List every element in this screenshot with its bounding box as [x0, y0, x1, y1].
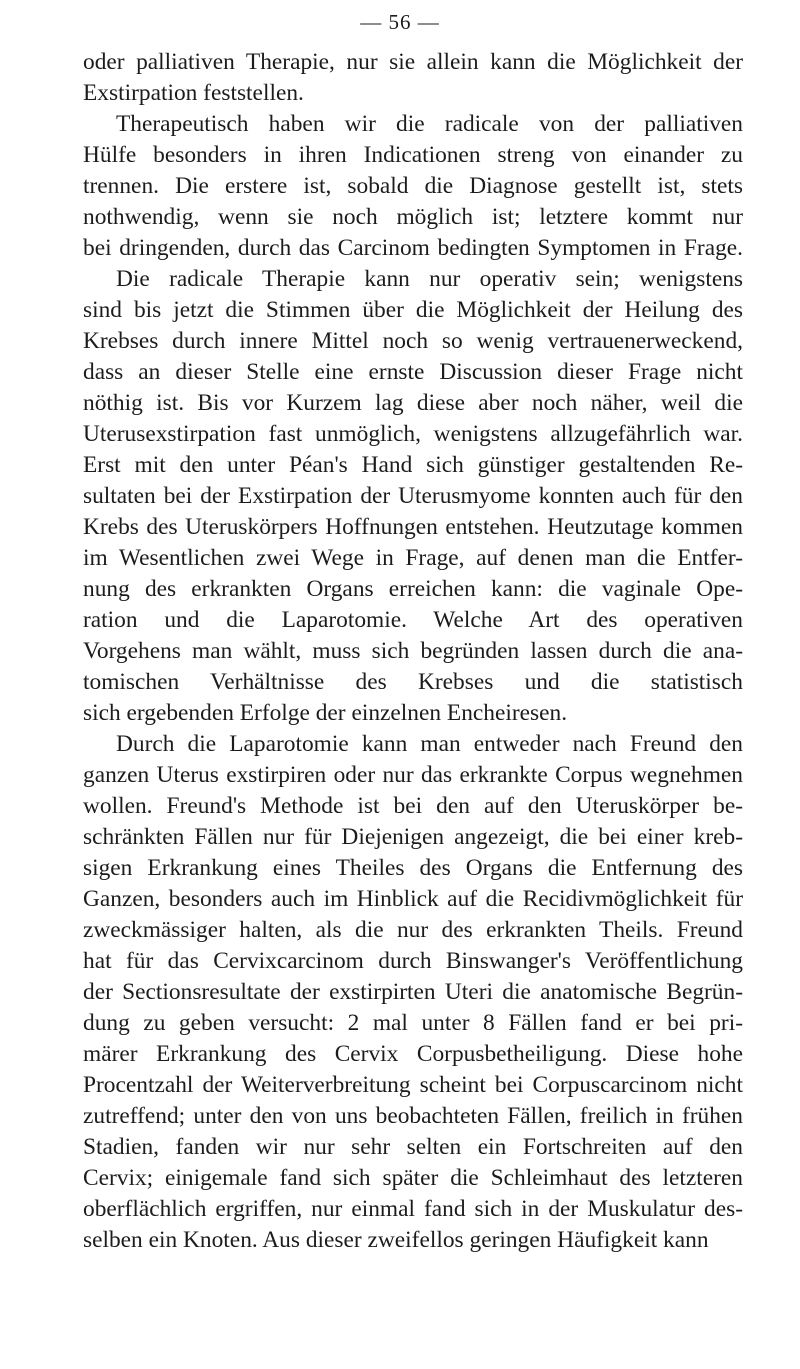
text-line: wollen. Freund's Methode ist bei den auf den Uteruskörper be- [83, 793, 743, 819]
text-line: Die radicale Therapie kann nur operativ sein; wenigstens [116, 266, 743, 292]
text-line: sich ergebenden Erfolge der einzelnen Encheiresen. [83, 700, 568, 726]
text-line: zweckmässiger halten, als die nur des erkrankten Theils. Freund [83, 917, 743, 943]
text-line: zutreffend; unter den von uns beobachteten Fällen, freilich in frühen [83, 1103, 743, 1129]
page-number: — 56 — [360, 10, 440, 34]
text-line: nöthig ist. Bis vor Kurzem lag diese aber noch näher, weil die [83, 390, 743, 416]
text-line: Therapeutisch haben wir die radicale von der palliativen [116, 111, 743, 137]
text-line: oberflächlich ergriffen, nur einmal fand sich in der Muskulatur des- [83, 1196, 743, 1222]
text-line: Stadien, fanden wir nur sehr selten ein Fortschreiten auf den [83, 1134, 743, 1160]
text-line: ganzen Uterus exstirpiren oder nur das erkrankte Corpus wegnehmen [83, 762, 743, 788]
text-line: Cervix; einigemale fand sich später die Schleimhaut des letzteren [83, 1165, 743, 1191]
text-line: dass an dieser Stelle eine ernste Discussion dieser Frage nicht [83, 359, 743, 385]
text-line: schränkten Fällen nur für Diejenigen angezeigt, die bei einer kreb- [83, 824, 743, 850]
text-line: oder palliativen Therapie, nur sie allein kann die Möglichkeit der [83, 49, 743, 75]
text-line: bei dringenden, durch das Carcinom bedingten Symptomen in Frage. [83, 235, 743, 261]
text-line: der Sectionsresultate der exstirpirten Uteri die anatomische Begrün- [83, 979, 743, 1005]
text-line: nung des erkrankten Organs erreichen kann: die vaginale Ope- [83, 576, 743, 602]
text-line: Erst mit den unter Péan's Hand sich günstiger gestaltenden Re- [83, 452, 743, 478]
body-text [83, 47, 743, 1256]
text-line: im Wesentlichen zwei Wege in Frage, auf denen man die Entfer- [83, 545, 743, 571]
text-line: Ganzen, besonders auch im Hinblick auf die Recidivmöglichkeit für [83, 886, 743, 912]
text-line: Procentzahl der Weiterverbreitung scheint bei Corpuscarcinom nicht [83, 1072, 743, 1098]
text-line: sigen Erkrankung eines Theiles des Organs die Entfernung des [83, 855, 743, 881]
text-line: Hülfe besonders in ihren Indicationen streng von einander zu [83, 142, 743, 168]
text-line: sind bis jetzt die Stimmen über die Möglichkeit der Heilung des [83, 297, 743, 323]
text-line: hat für das Cervixcarcinom durch Binswanger's Veröffentlichung [83, 948, 743, 974]
text-line: Krebs des Uteruskörpers Hoffnungen entstehen. Heutzutage kommen [83, 514, 743, 540]
text-line: märer Erkrankung des Cervix Corpusbetheiligung. Diese hohe [83, 1041, 743, 1067]
text-line: nothwendig, wenn sie noch möglich ist; letztere kommt nur [83, 204, 743, 230]
text-line: tomischen Verhältnisse des Krebses und die statistisch [83, 669, 743, 695]
text-line: Exstirpation feststellen. [83, 80, 304, 106]
text-line: Uterusexstirpation fast unmöglich, wenigstens allzugefährlich war. [83, 421, 743, 447]
text-line: sultaten bei der Exstirpation der Uterusmyome konnten auch für den [83, 483, 743, 509]
text-line: dung zu geben versucht: 2 mal unter 8 Fällen fand er bei pri- [83, 1010, 743, 1036]
text-line: trennen. Die erstere ist, sobald die Diagnose gestellt ist, stets [83, 173, 743, 199]
text-line: ration und die Laparotomie. Welche Art des operativen [83, 607, 743, 633]
text-line: Durch die Laparotomie kann man entweder nach Freund den [116, 731, 743, 757]
text-line: Krebses durch innere Mittel noch so wenig vertrauenerweckend, [83, 328, 743, 354]
text-line: selben ein Knoten. Aus dieser zweifellos geringen Häufigkeit kann [83, 1227, 709, 1253]
text-line: Vorgehens man wählt, muss sich begründen lassen durch die ana- [83, 638, 743, 664]
